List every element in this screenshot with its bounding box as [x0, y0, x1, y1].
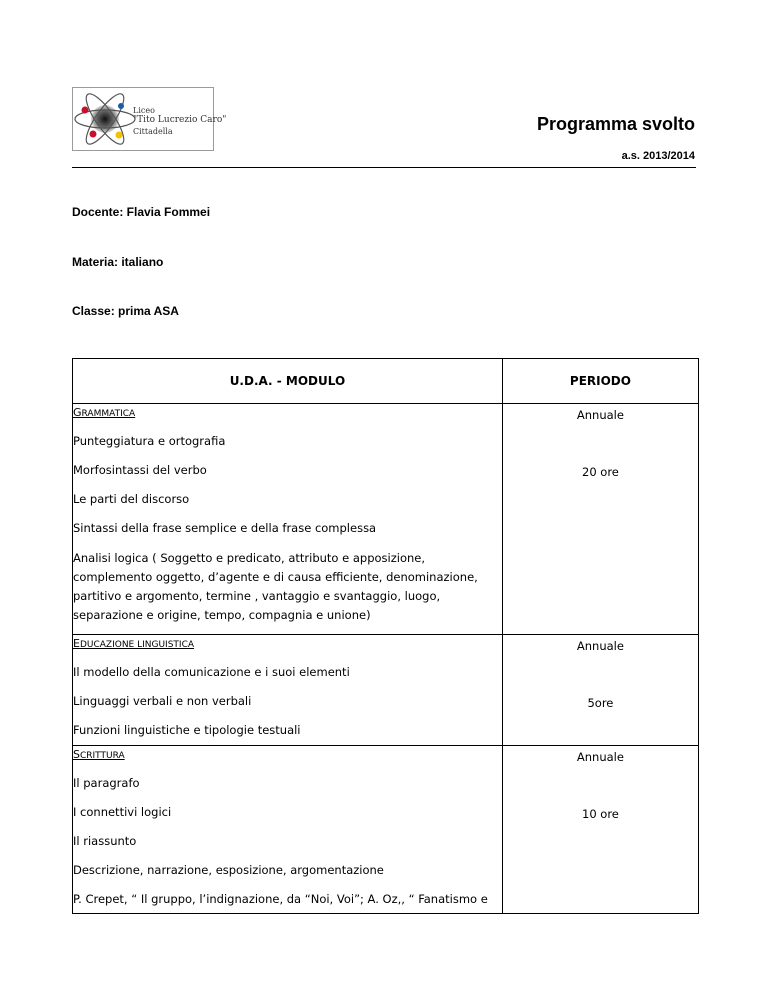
list-item: Il modello della comunicazione e i suoi elementi — [73, 665, 350, 679]
table-row-scrittura — [73, 746, 699, 914]
header-divider — [72, 167, 696, 168]
teacher-label: Docente: Flavia Fommei — [72, 205, 211, 219]
list-item: Funzioni linguistiche e tipologie testuali — [73, 723, 301, 737]
school-year: a.s. 2013/2014 — [621, 150, 695, 162]
period-hours: 10 ore — [582, 807, 619, 821]
module-column-header: U.D.A. - MODULO — [73, 359, 503, 404]
program-table — [72, 358, 699, 914]
list-item: Analisi logica ( Soggetto e predicato, attributo e apposizione, complemento oggetto, d’agente e di causa efficiente, denominazione, partitivo e argomento, termine , vantaggio e svantaggio, luogo, separazione e origine, tempo, compagnia e unione) — [73, 551, 478, 622]
logo-line-3: Cittadella — [133, 127, 173, 136]
document-title: Programma svolto — [536, 114, 695, 134]
section-title: EDUCAZIONE LINGUISTICA — [73, 637, 195, 650]
list-item: I connettivi logici — [73, 805, 172, 819]
period-hours: 5ore — [587, 696, 614, 710]
period-cell — [502, 404, 698, 635]
table-row-educazione-linguistica — [73, 635, 699, 746]
list-item: Il riassunto — [73, 834, 137, 848]
logo-line-2: "Tito Lucrezio Caro" — [133, 115, 227, 125]
logo-line-1: Liceo — [133, 106, 155, 115]
period-hours: 20 ore — [582, 465, 619, 479]
list-item: Il paragrafo — [73, 776, 140, 790]
module-cell — [73, 404, 503, 635]
list-item: Descrizione, narrazione, esposizione, argomentazione — [73, 863, 384, 877]
table-row-grammatica — [73, 404, 699, 635]
section-title: SCRITTURA — [73, 748, 125, 761]
period-label: Annuale — [576, 408, 624, 422]
section-title: GRAMMATICA — [73, 406, 136, 419]
list-item: Morfosintassi del verbo — [73, 463, 207, 477]
list-item: P. Crepet, “ Il gruppo, l’indignazione, da “Noi, Voi”; A. Oz,, “ Fanatismo e — [73, 892, 488, 906]
list-item: Punteggiatura e ortografia — [73, 434, 226, 448]
period-label: Annuale — [576, 750, 624, 764]
table-header-row — [73, 359, 699, 404]
module-cell — [73, 635, 503, 746]
period-cell — [502, 746, 698, 914]
period-column-header: PERIODO — [502, 359, 698, 404]
subject-label: Materia: italiano — [72, 255, 164, 269]
list-item: Sintassi della frase semplice e della frase complessa — [73, 521, 377, 535]
period-label: Annuale — [576, 639, 624, 653]
class-label: Classe: prima ASA — [72, 304, 179, 318]
period-cell — [502, 635, 698, 746]
module-cell — [73, 746, 503, 914]
list-item: Linguaggi verbali e non verbali — [73, 694, 252, 708]
list-item: Le parti del discorso — [73, 492, 190, 506]
school-logo — [72, 87, 227, 151]
